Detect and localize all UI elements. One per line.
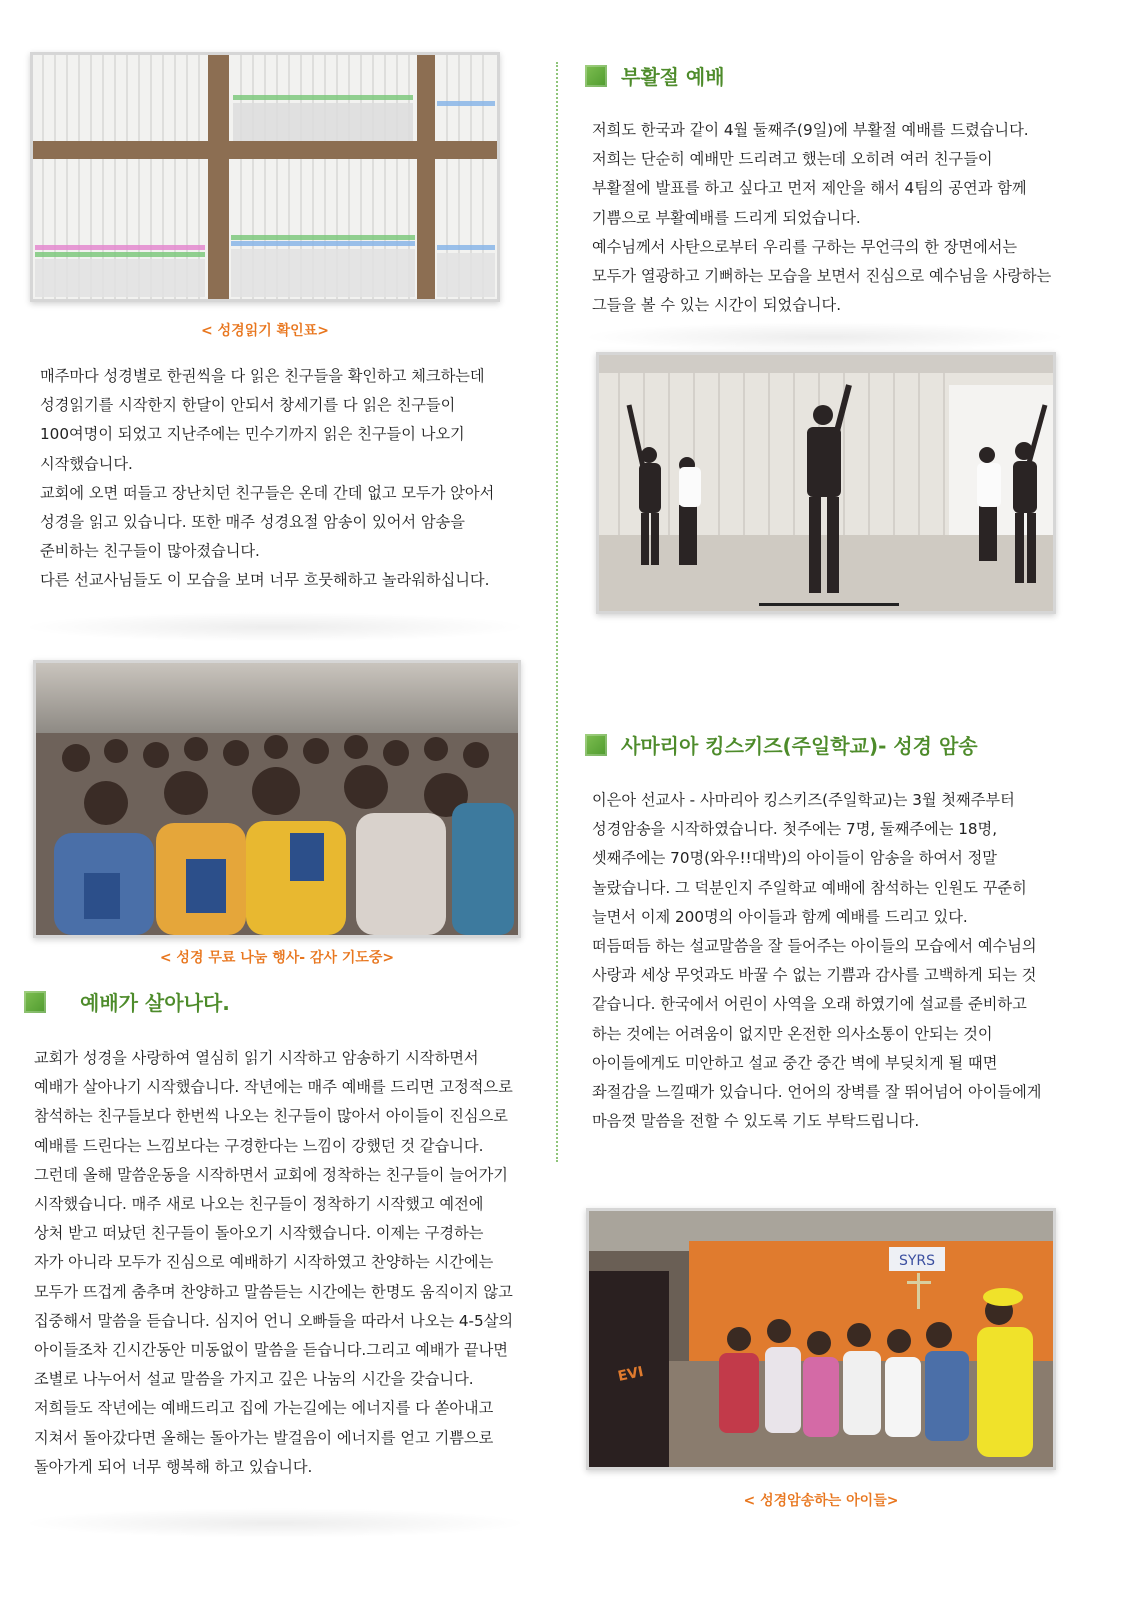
stage-dance-illustration — [599, 355, 1053, 611]
column-divider — [556, 62, 558, 1162]
section-shadow — [20, 1508, 530, 1538]
sunday-school-line: 이은아 선교사 - 사마리아 킹스키즈(주일학교)는 3월 첫째주부터 성경암송을 시작하였습니다. 첫주에는 7명, 둘째주에는 18명, 셋째주에는 70명(와우!!대박)의 아이들이 암송을 하여서 정말 놀랐습니다. 그 덕분인지 주일학교 예배에 참석하는 인원도 꾸준히 늘면서 이제 200명의 아이들과 함께 예배를 드리고 있다. — [592, 791, 1027, 926]
sunday-school-paragraph — [592, 786, 1052, 1136]
green-square-icon — [24, 991, 46, 1013]
prayer-crowd-illustration — [36, 663, 518, 935]
section-shadow — [20, 612, 530, 642]
worship-text: 교회가 성경을 사랑하여 열심히 읽기 시작하고 암송하기 시작하면서 예배가 살아나기 시작했습니다. 작년에는 매주 예배를 드리면 고정적으로 참석하는 친구들보다 한번씩 나오는 친구들이 많아서 아이들이 진심으로 예배를 드린다는 느낌보다는 구경한다는 느낌이 강했던 것 같습니다. 그런데 올해 말씀운동을 시작하면서 교회에 정착하는 친구들이 늘어가기 시작했습니다. 매주 새로 나오는 친구들이 정착하기 시작했고 예전에 상처 받고 떠났던 친구들이 돌아오기 시작했습니다. 이제는 구경하는 자가 아니라 모두가 진심으로 예배하기 시작하였고 찬양하는 시간에는 모두가 뜨겁게 춤추며 찬양하고 말씀듣는 시간에는 한명도 움직이지 않고 집중해서 말씀을 듣습니다. 심지어 언니 오빠들을 따라서 나오는 4-5살의 아이들조차 긴시간동안 미동없이 말씀을 듣습니다.그리고 예배가 끝나면 조별로 나누어서 설교 말씀을 가지고 깊은 나눔의 시간을 갖습니다. 저희들도 작년에는 예배드리고 집에 가는길에는 에너지를 다 쏟아내고 지쳐서 돌아갔다면 올해는 돌아가는 발걸음이 에너지를 얻고 기쁨으로 돌아가게 되어 너무 행복해 하고 있습니다. — [34, 1049, 514, 1476]
syrs-banner-text: SYRS — [898, 1253, 936, 1269]
easter-line: 예수님께서 사탄으로부터 우리를 구하는 무언극의 한 장면에서는 모두가 열광하고 기뻐하는 모습을 보면서 진심으로 예수님을 사랑하는 그들을 볼 수 있는 시간이 되었습니다. — [592, 237, 1052, 315]
sunday-school-heading — [585, 730, 978, 759]
easter-heading — [585, 61, 725, 90]
bible-reading-chart-photo — [30, 52, 500, 302]
section-shadow — [580, 322, 1070, 352]
sunday-school-line: 떠듬떠듬 하는 설교말씀을 잘 들어주는 아이들의 모습에서 예수님의 사랑과 세상 무엇과도 바꿀 수 없는 기쁨과 감사를 고백하게 되는 것 같습니다. 한국에서 어린이 사역을 오래 하였기에 설교를 준비하고 하는 것에는 어려움이 없지만 온전한 의사소통이 안되는 것이 아이들에게도 미안하고 설교 중간 중간 벽에 부딪치게 될 때면 좌절감을 느낄때가 있습니다. 언어의 장벽를 잘 뛰어넘어 아이들에게 마음껏 말씀을 전할 수 있도록 기도 부탁드립니다. — [592, 937, 1042, 1131]
easter-paragraph — [592, 116, 1052, 320]
bible-reading-line: 교회에 오면 떠들고 장난치던 친구들은 온데 간데 없고 모두가 앉아서 성경을 읽고 있습니다. 또한 매주 성경요절 암송이 있어서 암송을 준비하는 친구들이 많아졌습니다. — [40, 483, 495, 561]
worship-heading-text: 예배가 살아나다. — [80, 991, 230, 1015]
bible-sharing-prayer-photo — [33, 660, 521, 938]
easter-line: 저희도 한국과 같이 4월 둘째주(9일)에 부활절 예배를 드렸습니다. 저희는 단순히 예배만 드리려고 했는데 오히려 여러 친구들이 부활절에 발표를 하고 싶다고 먼저 제안을 해서 4팀의 공연과 함께 기쁨으로 부활예배를 드리게 되었습니다. — [592, 121, 1029, 227]
easter-performance-photo — [596, 352, 1056, 614]
green-square-icon — [585, 734, 607, 756]
worship-heading — [24, 987, 230, 1016]
worship-paragraph — [34, 1044, 514, 1482]
children-reciting-photo — [586, 1208, 1056, 1470]
bible-reading-paragraph — [40, 362, 510, 596]
green-square-icon — [585, 65, 607, 87]
bible-sharing-caption: < 성경 무료 나눔 행사- 감사 기도중> — [159, 950, 395, 966]
bible-reading-chart-caption: < 성경읽기 확인표> — [201, 323, 329, 339]
bible-reading-line: 다른 선교사님들도 이 모습을 보며 너무 흐뭇해하고 놀라워하십니다. — [40, 571, 490, 590]
children-group-illustration — [589, 1211, 1053, 1467]
svg-text:EVI: EVI — [616, 1363, 645, 1385]
easter-heading-text: 부활절 예배 — [621, 65, 725, 89]
bible-reading-line: 매주마다 성경별로 한권씩을 다 읽은 친구들을 확인하고 체크하는데 성경읽기를 시작한지 한달이 안되서 창세기를 다 읽은 친구들이 100여명이 되었고 지난주에는 민수기까지 읽은 친구들이 나오기 시작했습니다. — [40, 367, 485, 473]
sunday-school-heading-text: 사마리아 킹스키즈(주일학교)- 성경 암송 — [621, 734, 978, 758]
bible-reading-chart-illustration — [33, 55, 497, 299]
children-reciting-caption: < 성경암송하는 아이들> — [743, 1493, 899, 1509]
